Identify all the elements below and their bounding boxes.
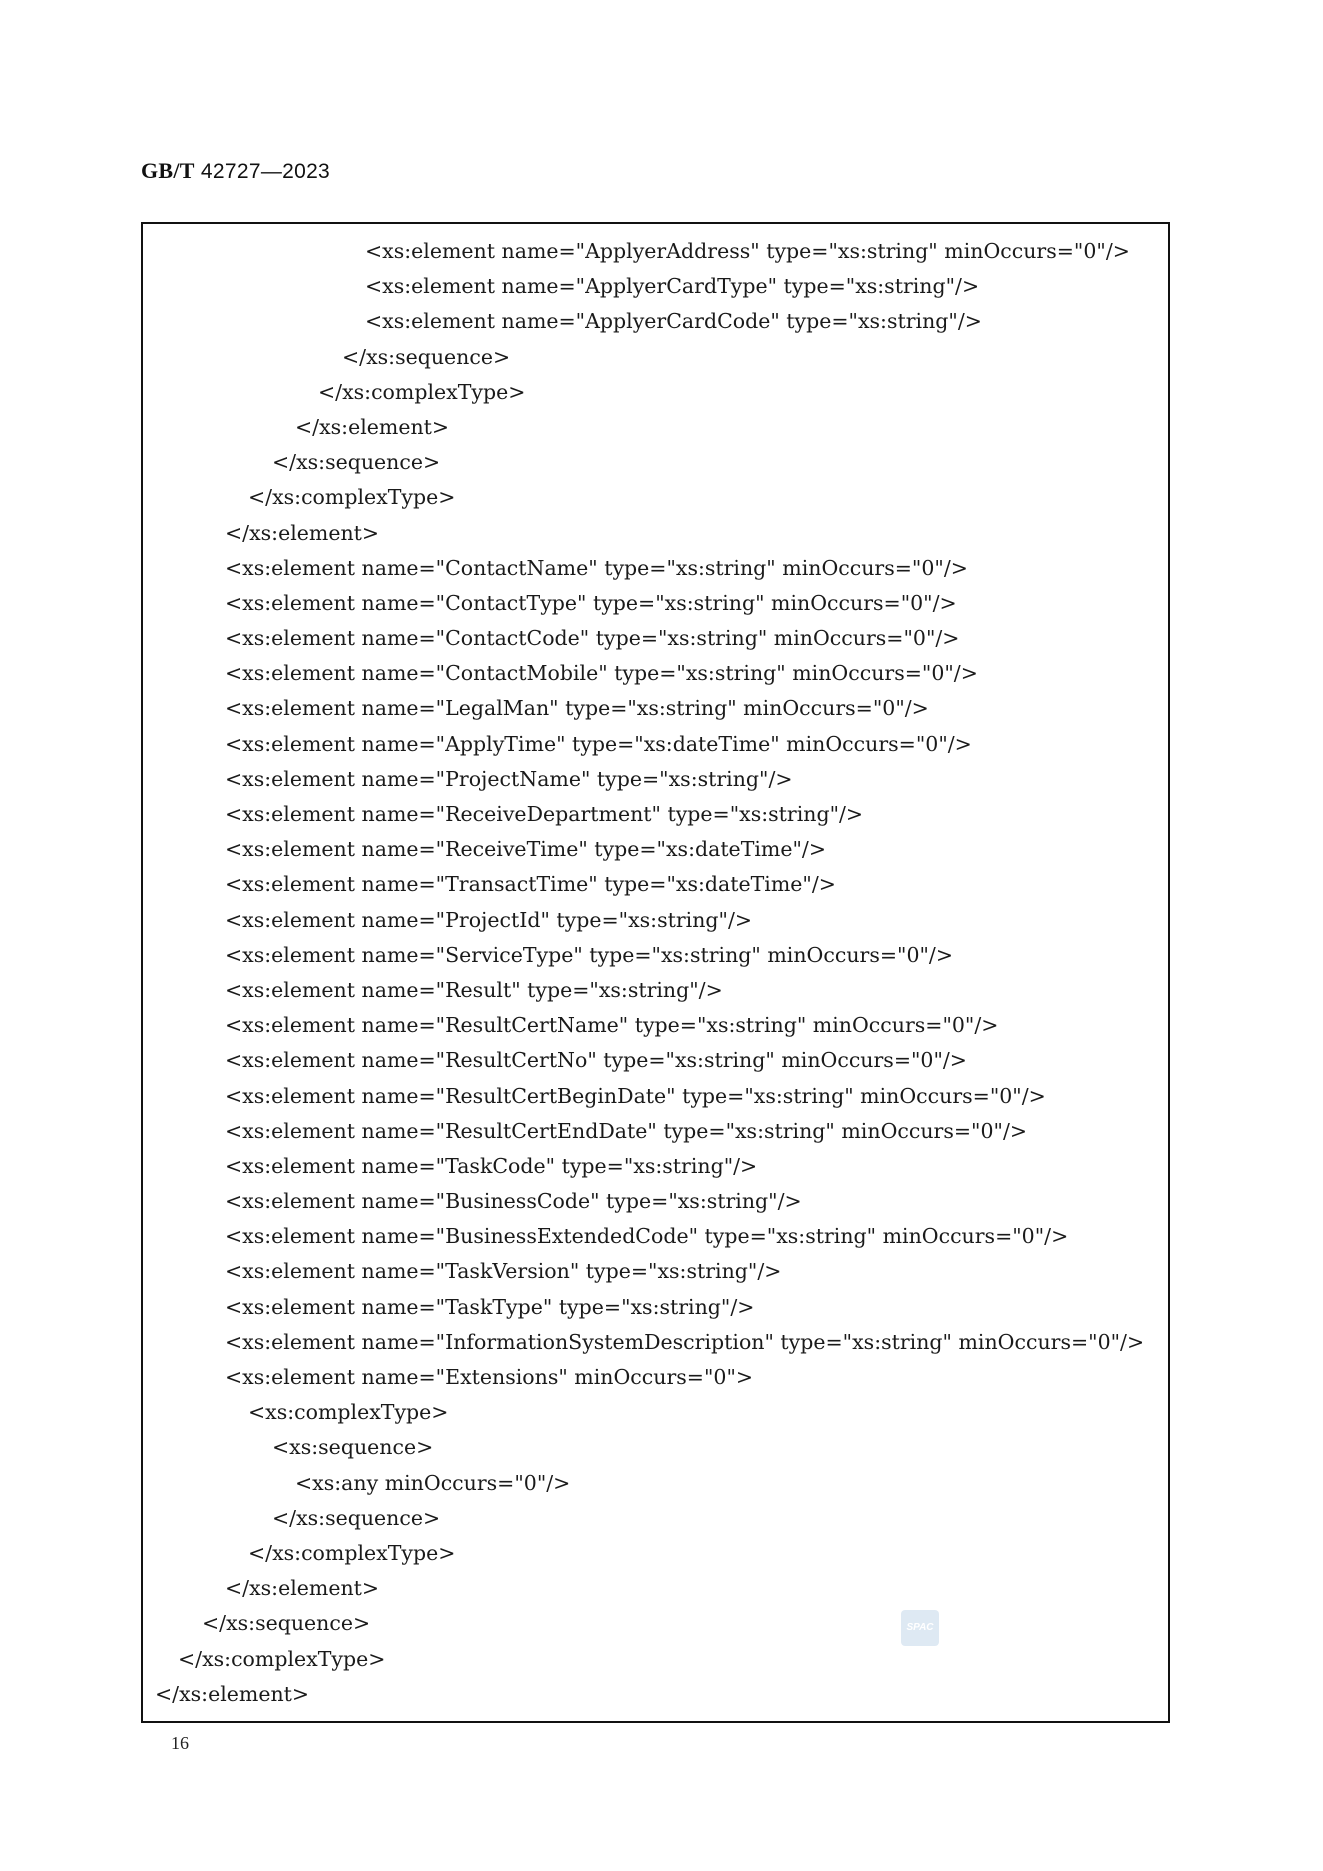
watermark-text: SPAC	[906, 1622, 934, 1633]
page-number: 16	[171, 1733, 189, 1753]
code-line: <xs:element name="TaskCode" type="xs:string"/>	[225, 1153, 758, 1178]
code-line: <xs:element name="ApplyerCardCode" type="xs:string"/>	[365, 309, 982, 334]
code-line: </xs:sequence>	[272, 450, 441, 475]
code-line: <xs:element name="ApplyTime" type="xs:dateTime" minOccurs="0"/>	[225, 731, 972, 756]
code-line: <xs:element name="TaskVersion" type="xs:string"/>	[225, 1259, 782, 1284]
code-line: </xs:sequence>	[272, 1505, 441, 1530]
standard-number: 42727—2023	[200, 160, 331, 183]
code-line: <xs:element name="LegalMan" type="xs:string" minOccurs="0"/>	[225, 696, 929, 721]
code-line: </xs:element>	[225, 520, 380, 545]
code-line: <xs:element name="ContactName" type="xs:string" minOccurs="0"/>	[225, 555, 968, 580]
code-line: <xs:element name="ApplyerAddress" type="xs:string" minOccurs="0"/>	[365, 239, 1130, 263]
code-line: <xs:element name="TaskType" type="xs:string"/>	[225, 1294, 755, 1319]
code-line: <xs:element name="ProjectName" type="xs:string"/>	[225, 766, 793, 791]
code-line: </xs:complexType>	[318, 379, 526, 404]
code-line: <xs:element name="ResultCertEndDate" type="xs:string" minOccurs="0"/>	[225, 1118, 1028, 1143]
code-line: <xs:element name="ApplyerCardType" type="xs:string"/>	[365, 274, 980, 299]
xml-schema-code-box	[141, 222, 1170, 1723]
code-line: <xs:element name="ResultCertName" type="xs:string" minOccurs="0"/>	[225, 1013, 999, 1038]
code-line: <xs:element name="ResultCertNo" type="xs:string" minOccurs="0"/>	[225, 1048, 967, 1073]
code-line: <xs:any minOccurs="0"/>	[295, 1470, 571, 1495]
watermark-logo	[901, 1610, 939, 1646]
code-line: <xs:element name="ServiceType" type="xs:string" minOccurs="0"/>	[225, 942, 954, 967]
standard-header	[141, 158, 330, 184]
code-line: </xs:sequence>	[202, 1611, 371, 1636]
code-line: </xs:element>	[155, 1681, 310, 1706]
code-line: <xs:element name="ReceiveDepartment" type="xs:string"/>	[225, 802, 864, 826]
code-line: </xs:complexType>	[248, 485, 456, 510]
code-line: <xs:element name="BusinessCode" type="xs:string"/>	[225, 1189, 802, 1214]
standard-prefix: GB/T	[141, 158, 195, 183]
code-line: <xs:complexType>	[248, 1400, 449, 1425]
code-line: <xs:element name="BusinessExtendedCode" type="xs:string" minOccurs="0"/>	[225, 1224, 1069, 1249]
code-line: <xs:sequence>	[272, 1435, 434, 1460]
code-line: <xs:element name="TransactTime" type="xs:dateTime"/>	[225, 872, 836, 897]
code-line: <xs:element name="ContactType" type="xs:string" minOccurs="0"/>	[225, 590, 957, 615]
code-line: </xs:sequence>	[342, 344, 511, 369]
code-lines	[155, 234, 1160, 1712]
code-line: </xs:element>	[295, 414, 450, 439]
code-line: <xs:element name="Result" type="xs:string"/>	[225, 977, 723, 1002]
code-line: </xs:element>	[225, 1576, 380, 1601]
code-line: <xs:element name="ContactCode" type="xs:string" minOccurs="0"/>	[225, 626, 960, 651]
code-line: <xs:element name="ProjectId" type="xs:string"/>	[225, 907, 753, 932]
code-line: <xs:element name="ResultCertBeginDate" type="xs:string" minOccurs="0"/>	[225, 1083, 1046, 1108]
code-line: <xs:element name="ReceiveTime" type="xs:dateTime"/>	[225, 837, 827, 862]
code-line: </xs:complexType>	[248, 1540, 456, 1565]
code-line: </xs:complexType>	[178, 1646, 386, 1671]
code-line: <xs:element name="ContactMobile" type="xs:string" minOccurs="0"/>	[225, 661, 978, 686]
code-line: <xs:element name="InformationSystemDescription" type="xs:string" minOccurs="0"/>	[225, 1329, 1145, 1354]
code-line: <xs:element name="Extensions" minOccurs="0">	[225, 1365, 754, 1389]
